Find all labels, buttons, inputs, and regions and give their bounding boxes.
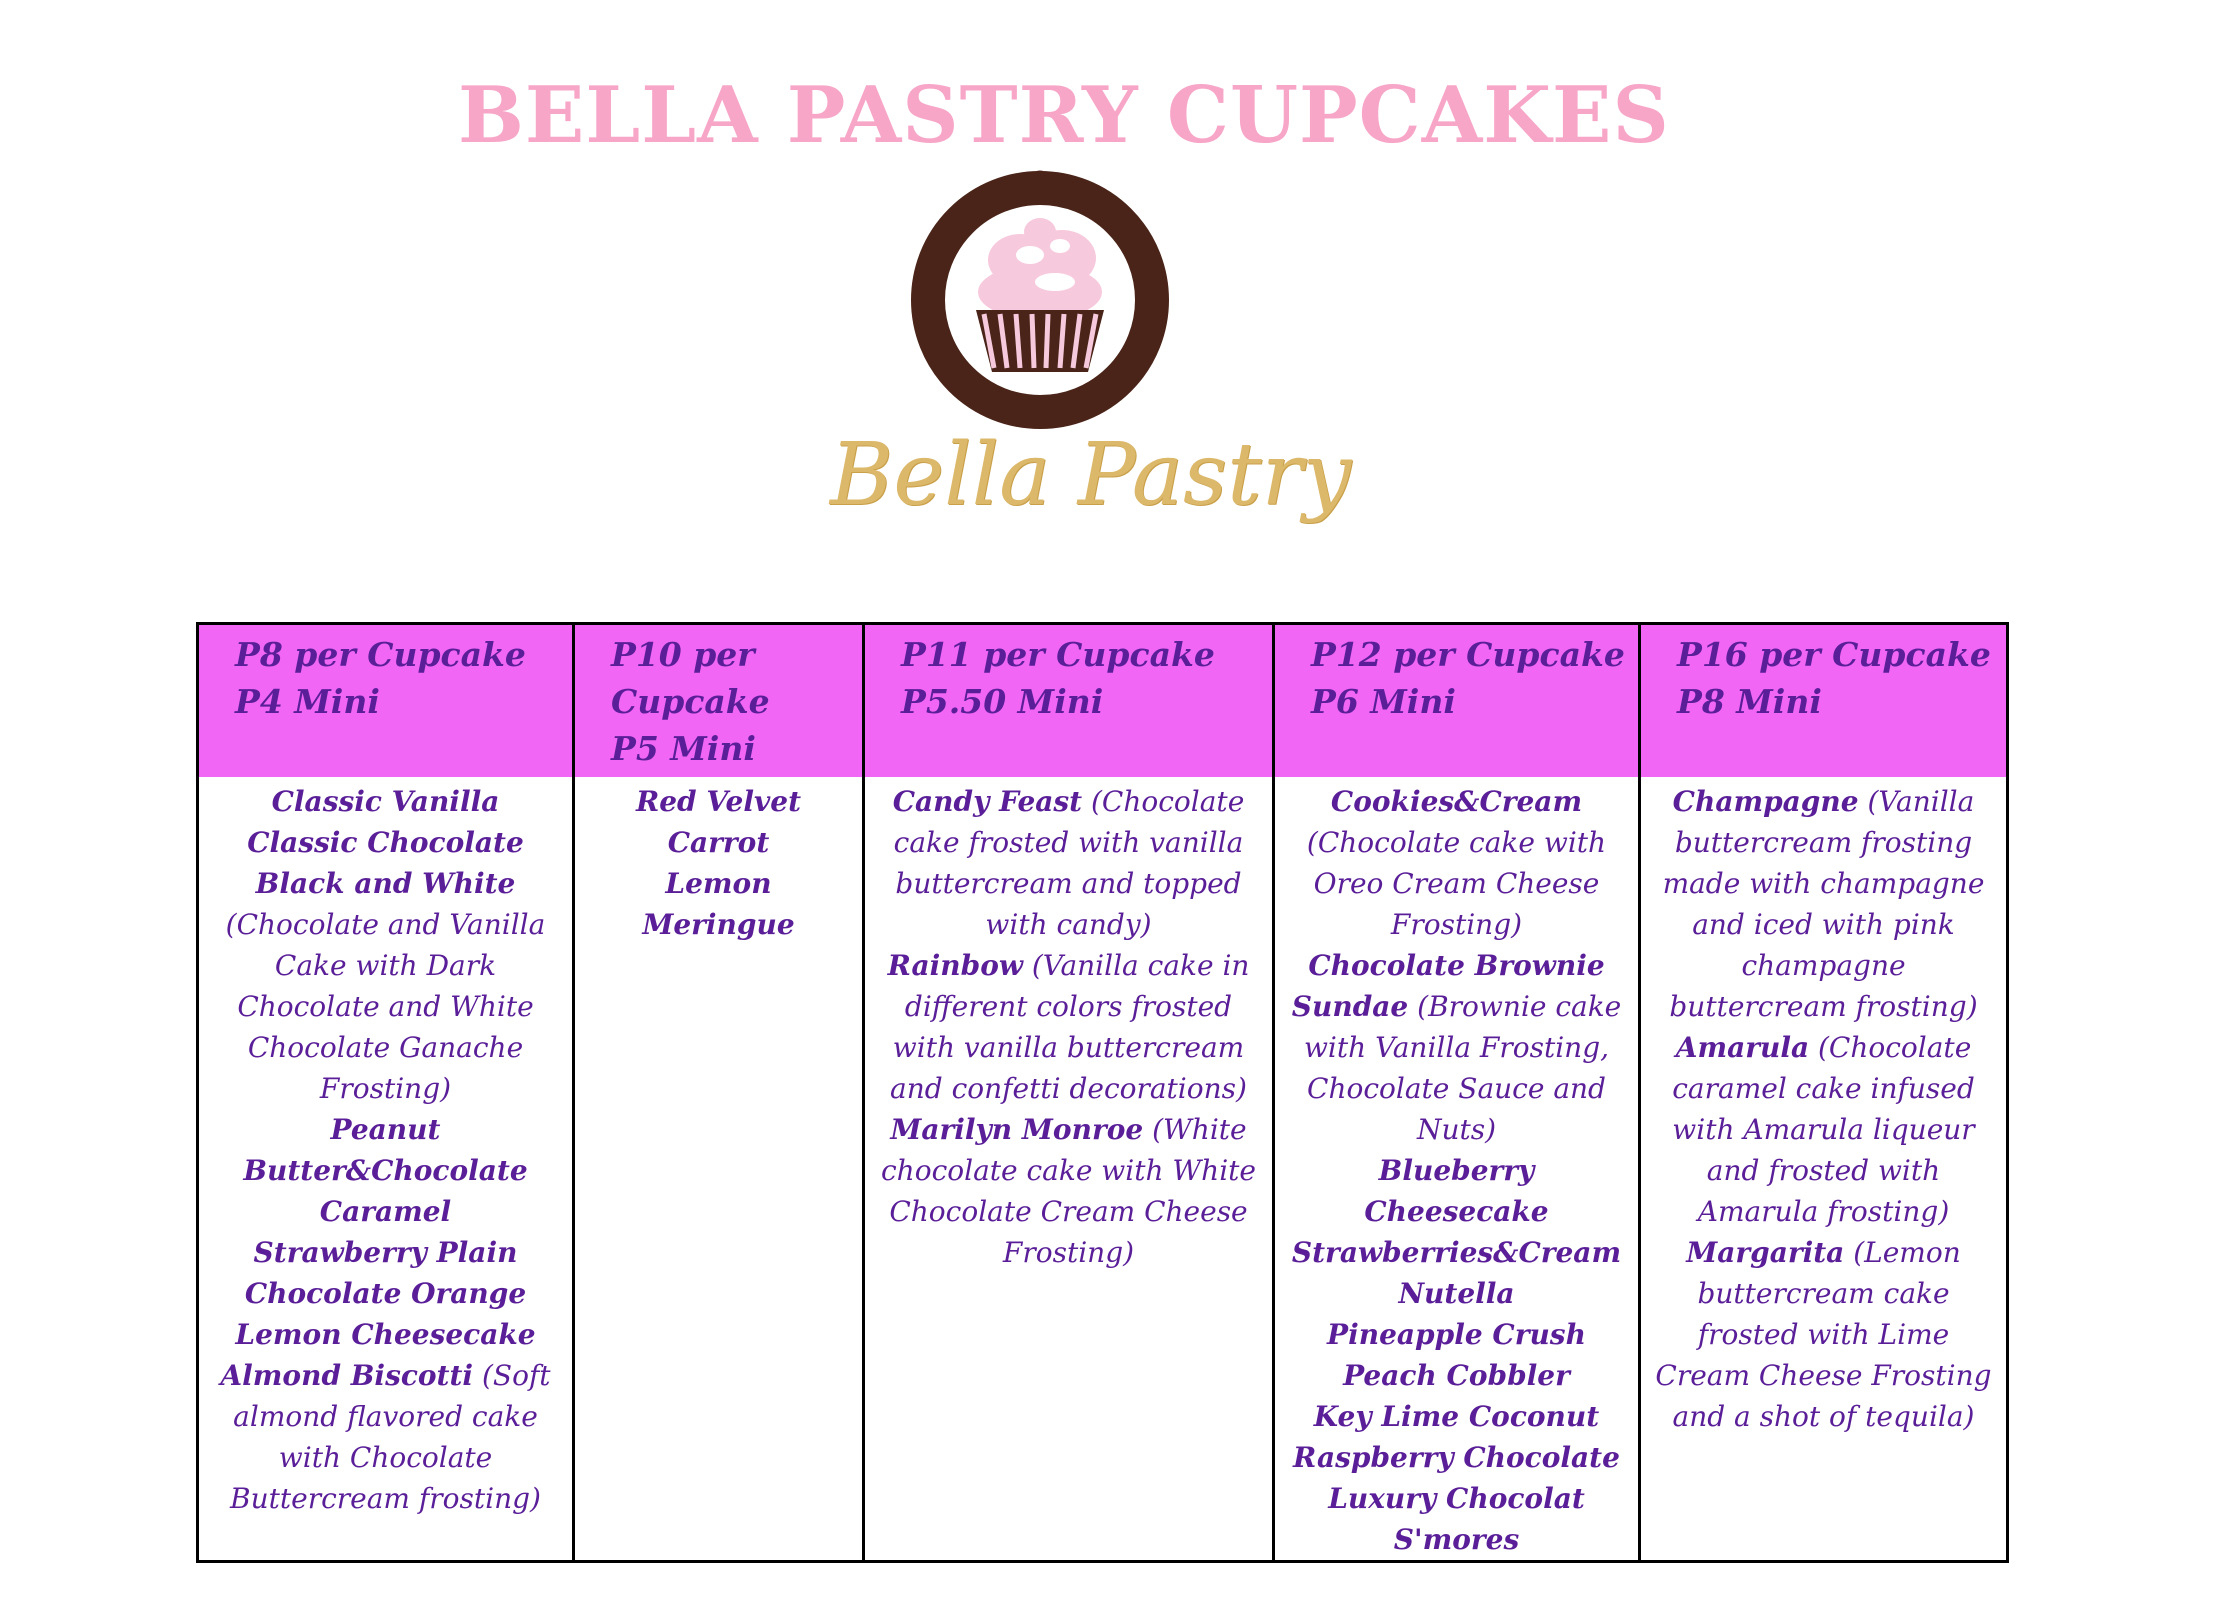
- price-line: P16 per Cupcake: [1677, 635, 1991, 674]
- flavor-name: Peach Cobbler: [1343, 1359, 1570, 1392]
- price-line: P5 Mini: [611, 729, 756, 768]
- price-line: P8 per Cupcake: [235, 635, 526, 674]
- flavor-description: (Chocolate cake frosted with vanilla buttercream and topped with candy): [893, 785, 1245, 941]
- flavor-item: [1285, 1437, 1628, 1478]
- price-line: P10 per: [611, 635, 755, 674]
- flavor-item: [585, 863, 852, 945]
- flavor-name: Cookies&Cream: [1330, 785, 1583, 818]
- flavor-name: Champagne: [1672, 785, 1859, 818]
- price-line: P4 Mini: [235, 682, 380, 721]
- flavor-item: [1285, 1355, 1628, 1396]
- flavor-description: (Lemon buttercream cake frosted with Lime Cream Cheese Frosting and a shot of tequila): [1655, 1236, 1992, 1433]
- flavor-item: [1285, 1232, 1628, 1273]
- flavor-name: Rainbow: [887, 949, 1023, 982]
- flavor-name: Almond Biscotti: [220, 1359, 474, 1392]
- flavor-name: Raspberry Chocolate: [1293, 1441, 1620, 1474]
- flavor-name: Classic Vanilla: [271, 785, 500, 818]
- flavor-name: Margarita: [1686, 1236, 1845, 1269]
- flavor-item: [209, 863, 562, 1109]
- flavor-name: Strawberries&Cream: [1291, 1236, 1622, 1269]
- price-header-4: [1274, 624, 1640, 778]
- flavor-item: [209, 1232, 562, 1273]
- price-line: Cupcake: [611, 682, 770, 721]
- flavor-item: [875, 781, 1262, 945]
- flavor-item: [585, 822, 852, 863]
- cupcake-logo-icon: [910, 160, 1170, 430]
- flavor-item: [1651, 781, 1996, 1027]
- flavor-item: [875, 945, 1262, 1109]
- price-header-row: [198, 624, 2008, 778]
- flavor-name: S'mores: [1393, 1523, 1520, 1556]
- flavor-name: Pineapple Crush: [1327, 1318, 1586, 1351]
- flavor-item: [1285, 1519, 1628, 1560]
- price-line: P8 Mini: [1677, 682, 1822, 721]
- price-line: P5.50 Mini: [901, 682, 1104, 721]
- price-line: P12 per Cupcake: [1311, 635, 1625, 674]
- flavor-name: Strawberry Plain: [253, 1236, 518, 1269]
- price-header-2: [574, 624, 864, 778]
- flavor-name: Chocolate Brownie Sundae: [1291, 949, 1605, 1023]
- flavor-name: Marilyn Monroe: [890, 1113, 1144, 1146]
- flavor-name: Chocolate Orange: [244, 1277, 527, 1310]
- flavor-item: [1651, 1027, 1996, 1232]
- flavor-item: [875, 1109, 1262, 1273]
- flavor-item: [209, 822, 562, 863]
- flavor-item: [209, 1191, 562, 1232]
- price-header-1: [198, 624, 574, 778]
- flavor-item: [209, 1355, 562, 1519]
- flavor-name: Red Velvet: [635, 785, 802, 818]
- flavor-row: [198, 777, 2008, 1562]
- flavor-item: [209, 1273, 562, 1314]
- flavor-name: Lemon Cheesecake: [235, 1318, 536, 1351]
- flavor-item: [1285, 1478, 1628, 1519]
- price-line: P6 Mini: [1311, 682, 1456, 721]
- menu-table: [196, 622, 2009, 1563]
- flavor-column-1: [198, 777, 574, 1562]
- flavor-description: (Brownie cake with Vanilla Frosting, Chocolate Sauce and Nuts): [1303, 990, 1622, 1146]
- flavor-description: (Chocolate caramel cake infused with Amarula liqueur and frosted with Amarula frosting): [1672, 1031, 1975, 1228]
- flavor-item: [1285, 1314, 1628, 1355]
- flavor-item: [1285, 1396, 1628, 1437]
- flavor-description: (Chocolate and Vanilla Cake with Dark Chocolate and White Chocolate Ganache Frosting): [225, 908, 546, 1105]
- flavor-column-2: [574, 777, 864, 1562]
- flavor-item: [1651, 1232, 1996, 1437]
- flavor-column-3: [864, 777, 1274, 1562]
- flavor-name: Candy Feast: [892, 785, 1083, 818]
- flavor-item: [1285, 1273, 1628, 1314]
- brand-logotype: Bella Pastry: [830, 425, 1352, 525]
- flavor-item: [209, 1109, 562, 1191]
- flavor-description: (Vanilla cake in different colors frosted with vanilla buttercream and confetti decorations): [890, 949, 1250, 1105]
- flavor-name: Peanut Butter&Chocolate: [243, 1113, 528, 1187]
- flavor-name: Blueberry Cheesecake: [1364, 1154, 1549, 1228]
- flavor-name: Amarula: [1675, 1031, 1810, 1064]
- flavor-item: [209, 781, 562, 822]
- flavor-item: [585, 781, 852, 822]
- price-header-5: [1640, 624, 2008, 778]
- flavor-column-4: [1274, 777, 1640, 1562]
- logo-wrapper: [976, 310, 1104, 372]
- flavor-name: Caramel: [319, 1195, 452, 1228]
- flavor-column-5: [1640, 777, 2008, 1562]
- flavor-name: Luxury Chocolat: [1328, 1482, 1585, 1515]
- flavor-description: (White chocolate cake with White Chocolate Cream Cheese Frosting): [881, 1113, 1256, 1269]
- flavor-name: Classic Chocolate: [247, 826, 524, 859]
- flavor-name: Nutella: [1398, 1277, 1515, 1310]
- flavor-name: Key Lime Coconut: [1313, 1400, 1600, 1433]
- price-header-3: [864, 624, 1274, 778]
- flavor-name: Lemon Meringue: [642, 867, 795, 941]
- flavor-description: (Vanilla buttercream frosting made with champagne and iced with pink champagne buttercream frosting): [1662, 785, 1985, 1023]
- flavor-item: [209, 1314, 562, 1355]
- price-line: P11 per Cupcake: [901, 635, 1215, 674]
- flavor-item: [1285, 781, 1628, 945]
- flavor-item: [1285, 1150, 1628, 1232]
- page-title: BELLA PASTRY CUPCAKES: [458, 70, 1670, 161]
- flavor-description: (Chocolate cake with Oreo Cream Cheese Frosting): [1306, 826, 1607, 941]
- flavor-item: [1285, 945, 1628, 1150]
- flavor-name: Black and White: [255, 867, 516, 900]
- flavor-name: Carrot: [667, 826, 770, 859]
- flavor-description: (Soft almond flavored cake with Chocolate Buttercream frosting): [230, 1359, 551, 1515]
